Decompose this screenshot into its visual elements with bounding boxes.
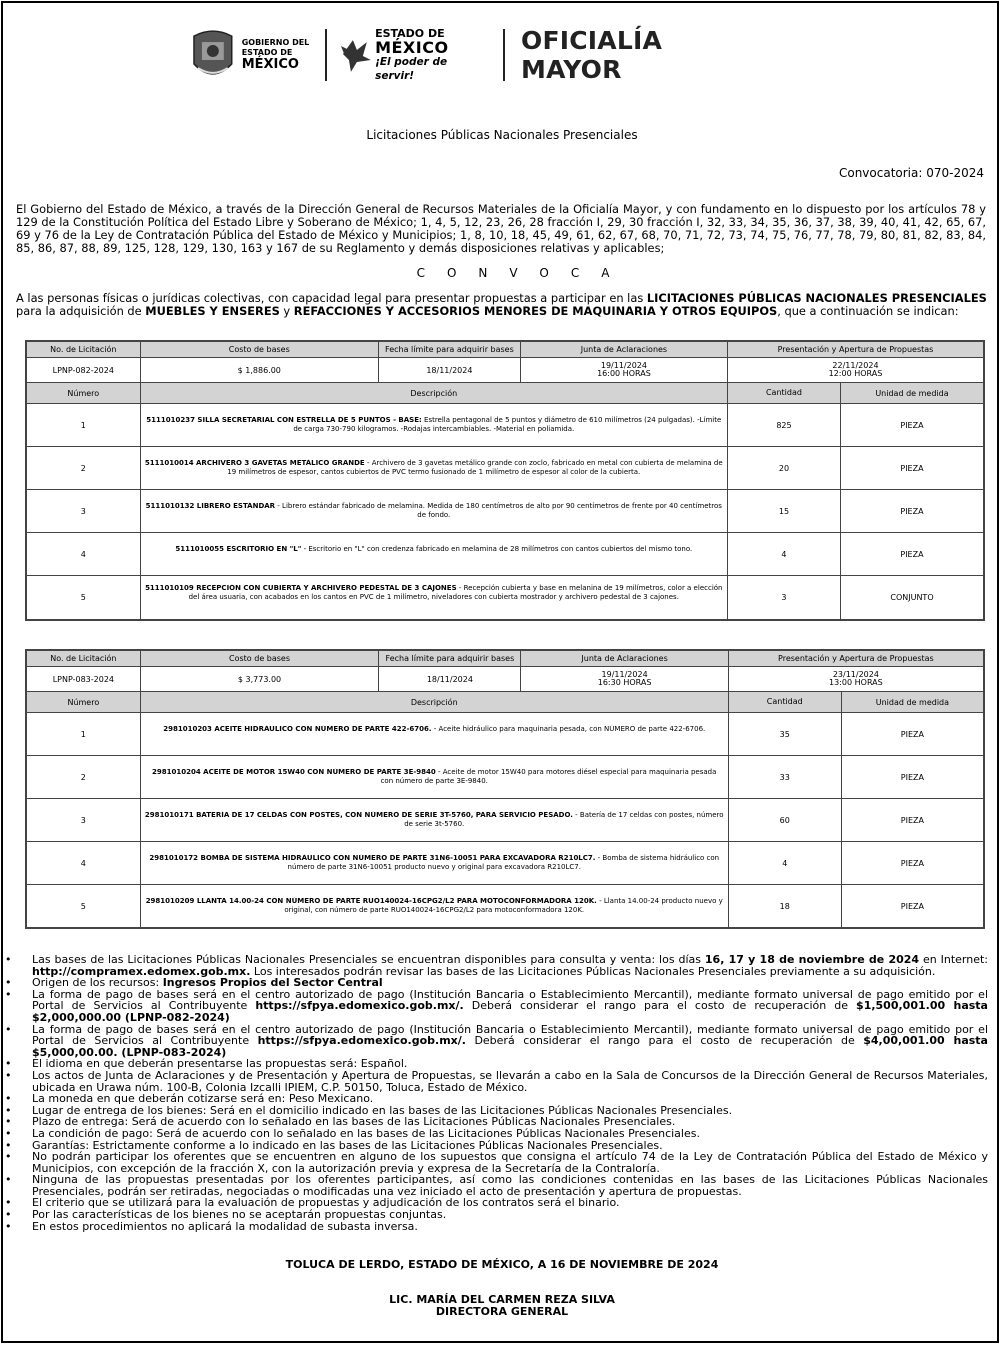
column-header: Número [26,692,140,713]
apertura-time: 13:00 HORAS [829,678,883,687]
bullet-text: Los actos de Junta de Aclaraciones y de Presentación y Apertura de Propuestas, se llevarán a cabo en la Sala de Concursos de la Dirección General de Recursos Materiales, ubicada en Urawa núm. 100-B, Colonia Izcalli IPIEM, C.P. 50150, Toluca, Estado de México. [32,1068,988,1094]
description-text [145,584,723,611]
item-detail: - Aceite hidráulico para maquinaria pesada, con NÚMERO de parte 422-6706. [431,725,706,733]
item-number: 2 [26,447,140,490]
item-detail: - Llanta 14.00-24 producto nuevo y original, con número de parte RUO140024-16CPG2/L2 para motoconformadora 120K. [284,897,723,914]
qty-unit-header [727,383,984,404]
column-header: Fecha límite para adquirir bases [379,650,521,667]
signer-name: LIC. MARÍA DEL CARMEN REZA SILVA [389,1293,615,1306]
qty-unit-cell [728,799,984,842]
item-unit: PIEZA [900,420,924,430]
column-header: Descripción [140,383,727,404]
list-item [30,1024,988,1059]
apertura-cell [728,667,984,692]
bullet-text: en Internet: [919,953,988,966]
table-row [26,533,984,576]
list-item [30,1221,988,1233]
table-row [26,404,984,447]
table-row [26,756,984,799]
invite-paragraph [16,292,988,318]
item-detail: Estrella pentagonal de 5 puntos y diámetro de 610 milímetros (24 pulgadas). -Límite de carga 730-790 kilogramos. -Rodajas intercambiables. -Material en poliamida. [293,416,722,433]
bullet-text: Garantías: Estrictamente conforme a lo indicado en las bases de las Licitaciones Públicas Nacionales Presenciales. [32,1138,663,1152]
item-number: 1 [26,713,140,756]
bullet-text: En estos procedimientos no aplicará la modalidad de subasta inversa. [32,1219,418,1233]
gov-line1: GOBIERNO DEL [241,38,310,47]
table-header-row [26,650,984,667]
qty-unit-wrap [728,404,983,446]
description-text [145,502,723,520]
description-text [145,725,724,743]
column-header: Junta de Aclaraciones [520,341,727,358]
item-unit: PIEZA [900,549,924,559]
qty-unit-cell [727,490,984,533]
item-detail: - Bomba de sistema hidráulico con número de parte 31N6-10051 producto nuevo y original para excavadora R210LC7. [287,854,720,871]
bullet-bold: https://sfpya.edomexico.gob.mx/. [257,1034,466,1048]
list-item [30,989,988,1024]
licitacion-number: LPNP-083-2024 [26,667,140,692]
item-description [140,576,727,621]
table-row [26,885,984,929]
bullet-text: Origen de los recursos: [32,976,163,990]
column-header: Descripción [140,692,728,713]
qty-unit-wrap [729,799,983,841]
item-description [140,404,727,447]
apertura-time: 12:00 HORAS [828,369,883,378]
item-description [140,885,728,929]
conditions-list [30,954,988,1232]
item-code-title: 2981010171 BATERÍA DE 17 CELDAS CON POSTES, CON NÚMERO DE SERIE 3T-5760, PARA SERVICIO PESADO. [144,811,573,819]
qty-unit-header [728,692,984,713]
table-row [26,799,984,842]
invite-bold: LICITACIONES PÚBLICAS NACIONALES PRESENCIALES [646,291,987,305]
item-unit: PIEZA [900,463,924,473]
item-description [140,756,728,799]
bullet-bold: https://sfpya.edomexico.gob.mx/. [255,999,464,1013]
item-quantity: 18 [729,885,842,927]
column-header: Número [26,383,140,404]
divider [325,29,327,81]
item-quantity: 33 [729,756,842,798]
apertura-date: 22/11/2024 [832,361,879,370]
bullet-text: El idioma en que deberán presentarse las propuestas será: Español. [32,1057,408,1071]
table-header-row [26,341,984,358]
invite-text: para la adquisición de [16,304,146,318]
list-item [30,1070,988,1093]
qty-unit-cell [728,756,984,799]
item-code-title: 2981010172 BOMBA DE SISTEMA HIDRÁULICO CON NÚMERO DE PARTE 31N6-10051 PARA EXCAVADORA R210LC7. [149,854,596,862]
bullet-bold: 16, 17 y 18 de noviembre de 2024 [704,953,920,966]
qty-unit-cell [728,713,984,756]
column-header: Costo de bases [140,650,379,667]
deadline-date: 18/11/2024 [378,358,520,383]
column-header: Costo de bases [140,341,378,358]
item-number: 5 [26,885,140,929]
table-row [26,713,984,756]
bullet-text: Ninguna de las propuestas presentadas por los oferentes participantes, así como las condiciones contenidas en las bases de las Licitaciones Públicas Nacionales Presenciales, podrán ser retiradas, negociadas o modificadas una vez iniciado el acto de presentación y apertura de propuestas. [32,1173,988,1198]
description-text [145,854,724,872]
item-number: 4 [26,842,140,885]
item-quantity: 4 [729,842,842,884]
table-row [26,447,984,490]
item-code-title: 5111010237 SILLA SECRETARIAL CON ESTRELLA DE 5 PUNTOS - BASE: [146,416,422,424]
list-item [30,1151,988,1174]
bullet-text: Deberá considerar el rango para el costo de recuperación de [463,999,857,1013]
licitacion-table [25,340,985,621]
junta-time: 16:30 HORAS [597,678,652,687]
description-text [145,811,724,829]
convocatoria-number: Convocatoria: 070-2024 [838,166,984,180]
column-header: Presentación y Apertura de Propuestas [727,341,984,358]
column-header: Cantidad [729,692,842,712]
gov-line2: ESTADO DE [241,48,293,57]
item-description [140,490,727,533]
closing-place-date: TOLUCA DE LERDO, ESTADO DE MÉXICO, A 16 DE NOVIEMBRE DE 2024 [285,1258,719,1271]
item-unit: PIEZA [900,858,924,868]
state-seal-icon [190,28,236,82]
item-detail: - Escritorio en "L" con credenza fabricado en melamina de 28 milímetros con cantos cubiertos del mismo tono. [301,545,693,553]
description-text [145,897,724,915]
item-number: 1 [26,404,140,447]
item-description [140,713,728,756]
qty-unit-wrap [729,713,983,755]
item-unit: PIEZA [900,772,924,782]
bullet-text: No podrán participar los oferentes que se encuentren en alguno de los supuestos que consigna el artículo 74 de la Ley de Contratación Pública del Estado de México y Municipios, con excepción de la fracción X, con la autorización previa y expresa de la Secretaría de la Contraloría. [32,1150,988,1175]
licitacion-table [25,649,985,929]
header [190,26,770,84]
column-header: Presentación y Apertura de Propuestas [728,650,984,667]
bases-cost: $ 3,773.00 [140,667,379,692]
invite-text: y [279,304,294,318]
apertura-cell [727,358,984,383]
item-unit: PIEZA [900,506,924,516]
junta-cell [521,667,728,692]
column-header: Cantidad [728,383,841,403]
invite-bold: MUEBLES Y ENSERES [145,304,280,318]
item-code-title: 5111010109 RECEPCIÓN CON CUBIERTA Y ARCHIVERO PEDESTAL DE 3 CAJONES [145,584,457,592]
bullet-text: La forma de pago de bases será en el centro autorizado de pago (Institución Bancaria o Establecimiento Mercantil), mediante formato universal de pago emitido por el Portal de Servicios al Contribuyente [32,987,988,1013]
column-header: Unidad de medida [875,388,949,398]
item-description [140,447,727,490]
qty-unit-cell [727,404,984,447]
apertura-date: 23/11/2024 [832,670,879,679]
item-description [140,799,728,842]
bullet-text: La moneda en que deberán cotizarse será en: Peso Mexicano. [32,1092,374,1106]
item-number: 4 [26,533,140,576]
item-description [140,533,727,576]
bullet-bold: http://compramex.edomex.gob.mx. [32,964,251,978]
item-code-title: 5111010014 ARCHIVERO 3 GAVETAS METÁLICO GRANDE [144,459,365,467]
bullet-bold: $1,500,001.00 hasta $2,000,000.00 (LPNP-082-2024) [32,999,988,1024]
bullet-text: Lugar de entrega de los bienes: Será en el domicilio indicado en las bases de las Licitaciones Públicas Nacionales Presenciales. [32,1103,733,1117]
qty-unit-wrap [728,576,983,619]
bullet-bold: $4,00,001.00 hasta $5,000,00.00. (LPNP-083-2024) [32,1034,988,1059]
qty-unit-wrap [729,692,983,712]
edomex-slogan: ¡El poder de servir! [375,56,448,82]
qty-unit-wrap [728,533,983,575]
bullet-text: Los interesados podrán revisar las bases de las Licitaciones Públicas Nacionales Presenciales previamente a su adquisición. [250,964,936,978]
signer-title: DIRECTORA GENERAL [435,1305,569,1318]
column-header: Junta de Aclaraciones [521,650,728,667]
qty-unit-wrap [729,756,983,798]
junta-time: 16:00 HORAS [597,369,651,378]
table-row [26,667,984,692]
item-quantity: 4 [728,533,841,575]
item-code-title: 5111010132 LIBRERO ESTÁNDAR [145,502,276,510]
item-detail: - Archivero de 3 gavetas metálico grande con zoclo, fabricado en metal con cubierta de melamina de 19 milímetros de espesor, cantos cubiertos de PVC termo fusionado de 1 milímetro de espesor al color de la cubierta. [227,459,723,476]
deadline-date: 18/11/2024 [379,667,521,692]
item-unit: PIEZA [900,901,924,911]
item-code-title: 2981010209 LLANTA 14.00-24 CON NÚMERO DE PARTE RUO140024-16CPG2/L2 PARA MOTOCONFORMADORA 120K. [145,897,597,905]
table-row [26,576,984,621]
qty-unit-cell [727,533,984,576]
qty-unit-wrap [729,885,983,927]
bullet-text: Las bases de las Licitaciones Públicas Nacionales Presenciales se encuentran disponibles para consulta y venta: los días [32,953,705,966]
edomex-line2: MÉXICO [375,38,449,57]
office-title: OFICIALÍA MAYOR [521,26,663,84]
item-quantity: 35 [729,713,842,755]
list-item [30,1174,988,1197]
licitacion-number: LPNP-082-2024 [26,358,140,383]
table-row [26,490,984,533]
qty-unit-cell [728,842,984,885]
column-header: Unidad de medida [875,697,950,707]
item-number: 2 [26,756,140,799]
qty-unit-cell [728,885,984,929]
item-code-title: 2981010203 ACEITE HIDRÁULICO CON NÚMERO DE PARTE 422-6706. [163,725,432,733]
item-unit: PIEZA [900,729,924,739]
item-description [140,842,728,885]
description-text [145,545,723,563]
edomex-emblem-icon [339,36,373,74]
bullet-text: Deberá considerar el rango para el costo de recuperación de [465,1034,864,1048]
list-item [30,954,988,977]
bullet-text: La condición de pago: Será de acuerdo con lo señalado en las bases de las Licitaciones Públicas Nacionales Presenciales. [32,1126,700,1140]
item-quantity: 20 [728,447,841,489]
item-quantity: 60 [729,799,842,841]
gov-line3: MÉXICO [241,57,299,72]
table-row [26,358,984,383]
item-code-title: 5111010055 ESCRITORIO EN "L" [175,545,302,553]
column-header: No. de Licitación [26,650,140,667]
table-row [26,842,984,885]
junta-date: 19/11/2024 [600,361,647,370]
bullet-text: El criterio que se utilizará para la evaluación de propuestas y adjudicación de los contratos será el binario. [32,1196,620,1210]
column-header: Fecha límite para adquirir bases [378,341,520,358]
qty-unit-wrap [728,383,983,403]
bases-cost: $ 1,886.00 [140,358,378,383]
item-number: 3 [26,799,140,842]
qty-unit-cell [727,447,984,490]
invite-bold: REFACCIONES Y ACCESORIOS MENORES DE MAQUINARIA Y OTROS EQUIPOS [293,304,778,318]
item-code-title: 2981010204 ACEITE DE MOTOR 15W40 CON NÚMERO DE PARTE 3E-9840 [152,768,436,776]
description-text [145,416,723,434]
item-number: 5 [26,576,140,621]
item-unit: CONJUNTO [890,593,934,602]
qty-unit-wrap [729,842,983,884]
description-text [145,459,723,477]
description-text [145,768,724,786]
items-header-row [26,383,984,404]
junta-date: 19/11/2024 [601,670,648,679]
qty-unit-cell [727,576,984,621]
item-number: 3 [26,490,140,533]
item-quantity: 15 [728,490,841,532]
invite-text: , que a continuación se indican: [777,304,959,318]
item-detail: - Aceite de motor 15W40 para motores diésel especial para maquinaria pesada con número de parte 3E-9840. [380,768,717,785]
gov-logo-text [242,38,312,72]
column-header: No. de Licitación [26,341,140,358]
bullet-text: Plazo de entrega: Será de acuerdo con lo señalado en las bases de las Licitaciones Públicas Nacionales Presenciales. [32,1115,676,1129]
bullet-text: Por las características de los bienes no se aceptarán propuestas conjuntas. [32,1208,447,1222]
edomex-logo [339,27,489,83]
qty-unit-wrap [728,447,983,489]
item-quantity: 825 [728,404,841,446]
intro-paragraph: El Gobierno del Estado de México, a través de la Dirección General de Recursos Materiales de la Oficialía Mayor, y con fundamento en lo dispuesto por los artículos 78 y 129 de la Constitución Política del Estado Libre y Soberano de México; 1, 4, 5, 12, 23, 26, 28 fracción I, 29, 30 fracción I, 32, 33, 34, 35, 36, 37, 38, 39, 40, 41, 42, 65, 67, 69 y 76 de la Ley de Contratación Pública del Estado de México y Municipios; 1, 8, 10, 18, 45, 49, 61, 62, 67, 68, 70, 71, 72, 73, 74, 75, 76, 77, 78, 79, 80, 81, 82, 83, 84, 85, 86, 87, 88, 89, 125, 128, 129, 130, 163 y 167 de su Reglamento y demás disposiciones relativas y aplicables; [16,202,986,255]
invite-text: A las personas físicas o jurídicas colectivas, con capacidad legal para presentar propuestas a participar en las [16,291,647,305]
item-quantity: 3 [728,576,841,619]
item-detail: - Librero estándar fabricado de melamina. Medida de 180 centímetros de alto por 90 centímetros de frente por 40 centímetros de fondo. [275,502,722,519]
edomex-line1: ESTADO DE [375,27,445,40]
item-unit: PIEZA [900,815,924,825]
page-title: Licitaciones Públicas Nacionales Presenciales [366,128,638,142]
items-header-row [26,692,984,713]
bullet-bold: Ingresos Propios del Sector Central [162,976,383,990]
convoca-heading: CONVOCA [416,266,632,280]
qty-unit-wrap [728,490,983,532]
item-detail: - Batería de 17 celdas con postes, número de serie 3t-5760. [404,811,724,828]
junta-cell [520,358,727,383]
item-detail: - Recepción cubierta y base en melanina de 19 milímetros, color a elección del área usuaria, con acabados en los cantos en PVC de 1 milímetro, niveladores con cubierta mostrador y archivero pedestal de 3 cajones. [188,584,723,601]
divider [503,29,505,81]
bullet-text: La forma de pago de bases será en el centro autorizado de pago (Institución Bancaria o Establecimiento Mercantil), mediante formato universal de pago emitido por el Portal de Servicios al Contribuyente [32,1022,988,1048]
